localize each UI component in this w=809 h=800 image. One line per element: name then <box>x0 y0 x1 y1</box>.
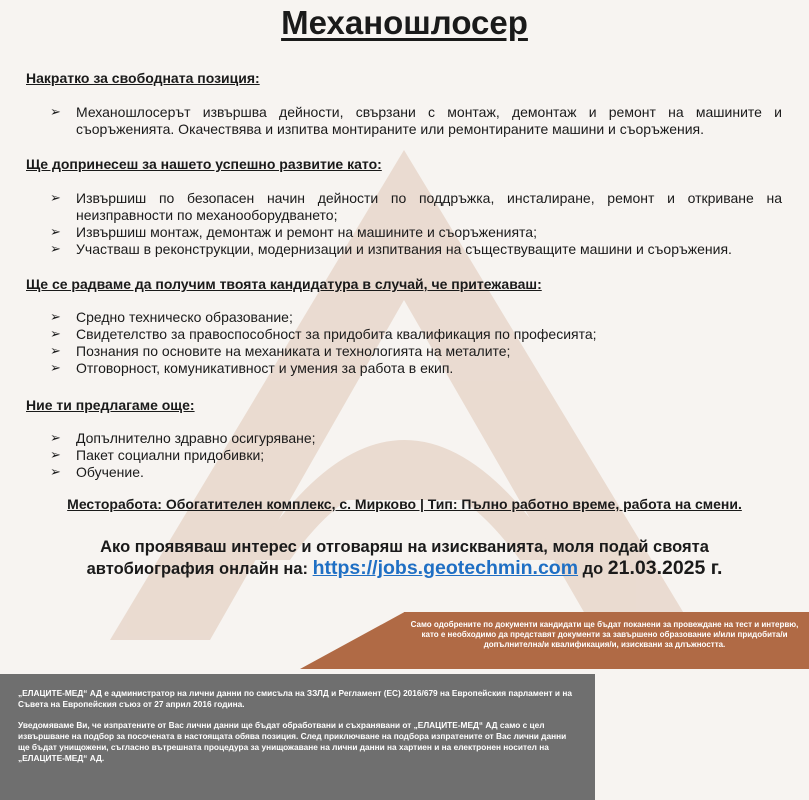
section-list-requirements <box>50 309 782 377</box>
list-item: ➢ Познания по основите на механиката и технологията на металите; <box>50 343 511 359</box>
arrow-bullet-icon: ➢ <box>50 465 61 480</box>
arrow-bullet-icon: ➢ <box>50 242 61 257</box>
arrow-bullet-icon: ➢ <box>50 361 61 376</box>
section-heading-requirements: Ще се радваме да получим твоята кандидатура в случай, че притежаваш: <box>26 276 542 292</box>
call-to-action <box>0 537 809 580</box>
orange-band-tail <box>300 612 410 669</box>
list-item: ➢ Участваш в реконструкции, модернизации и изпитвания на съществуващите машини и съоръжения. <box>50 241 732 257</box>
list-item: ➢ Отговорност, комуникативност и умения за работа в екип. <box>50 360 454 376</box>
section-heading-benefits: Ние ти предлагаме още: <box>26 397 195 413</box>
arrow-bullet-icon: ➢ <box>50 431 61 446</box>
list-item: ➢ Свидетелство за правоспособност за придобита квалификация по професията; <box>50 326 597 342</box>
privacy-notice <box>18 688 578 774</box>
page-title: Механошлосер <box>281 4 528 41</box>
jobs-portal-link[interactable]: https://jobs.geotechmin.com <box>312 557 579 579</box>
privacy-paragraph-1: „ЕЛАЦИТЕ-МЕД“ АД е администратор на лични данни по смисъла на ЗЗЛД и Регламент (ЕС) 2016/679 на Европейския парламент и на Съвета на Европейския съюз от 27 април 2016 година. <box>18 688 572 709</box>
privacy-paragraph-2: Уведомяваме Ви, че изпратените от Вас лични данни ще бъдат обработвани и съхранявани от „ЕЛАЦИТЕ-МЕД“ АД само с цел извършване на подбор за посочената в настоящата обява позиция. След приключване на подбора изпратените от Вас лични данни ще бъдат унищожени, съгласно вътрешната процедура за унищожаване на лични данни на хартиен и на електронен носител на „ЕЛАЦИТЕ-МЕД“ АД. <box>18 720 567 763</box>
cta-line1: Ако проявяваш интерес и отговаряш на изискванията, моля подай своята <box>100 538 709 556</box>
list-item: ➢ Допълнително здравно осигуряване; <box>50 430 316 446</box>
workplace-info: Месторабота: Обогатителен комплекс, с. Мирково | Тип: Пълно работно време, работа на смени. <box>67 496 742 512</box>
section-heading-overview: Накратко за свободната позиция: <box>26 70 260 86</box>
cta-line2-prefix: автобиография онлайн на: <box>86 560 313 578</box>
arrow-bullet-icon: ➢ <box>50 105 61 120</box>
list-item: ➢ Средно техническо образование; <box>50 309 293 325</box>
list-item: ➢ Извършиш по безопасен начин дейности по поддръжка, инсталиране, ремонт и откриване на неизправности по механооборудването; <box>50 190 782 223</box>
list-item: ➢ Извършиш монтаж, демонтаж и ремонт на машините и съоръженията; <box>50 224 537 240</box>
section-list-benefits <box>50 430 782 481</box>
section-heading-contribution: Ще допринесеш за нашето успешно развитие като: <box>26 156 382 172</box>
arrow-bullet-icon: ➢ <box>50 327 61 342</box>
arrow-bullet-icon: ➢ <box>50 310 61 325</box>
list-item: ➢ Обучение. <box>50 464 144 480</box>
arrow-bullet-icon: ➢ <box>50 191 61 206</box>
arrow-bullet-icon: ➢ <box>50 344 61 359</box>
selection-note: Само одобрените по документи кандидати ще бъдат поканени за провеждане на тест и интервю, като е необходимо да представят документи за завършено образование и/или придобита/и допълнителна/и квалификация/и, изисквани за длъжността. <box>410 620 799 649</box>
cta-line2-middle: до <box>578 560 608 578</box>
arrow-bullet-icon: ➢ <box>50 225 61 240</box>
arrow-bullet-icon: ➢ <box>50 448 61 463</box>
application-deadline: 21.03.2025 г. <box>607 557 723 579</box>
list-item: ➢ Пакет социални придобивки; <box>50 447 265 463</box>
section-list-contribution <box>50 190 782 258</box>
list-item: ➢ Механошлосерът извършва дейности, свързани с монтаж, демонтаж и ремонт на машините и съоръженията. Окачествява и изпитва монтираните или ремонтираните машини и съоръжения. <box>50 104 782 137</box>
section-list-overview <box>50 104 782 138</box>
